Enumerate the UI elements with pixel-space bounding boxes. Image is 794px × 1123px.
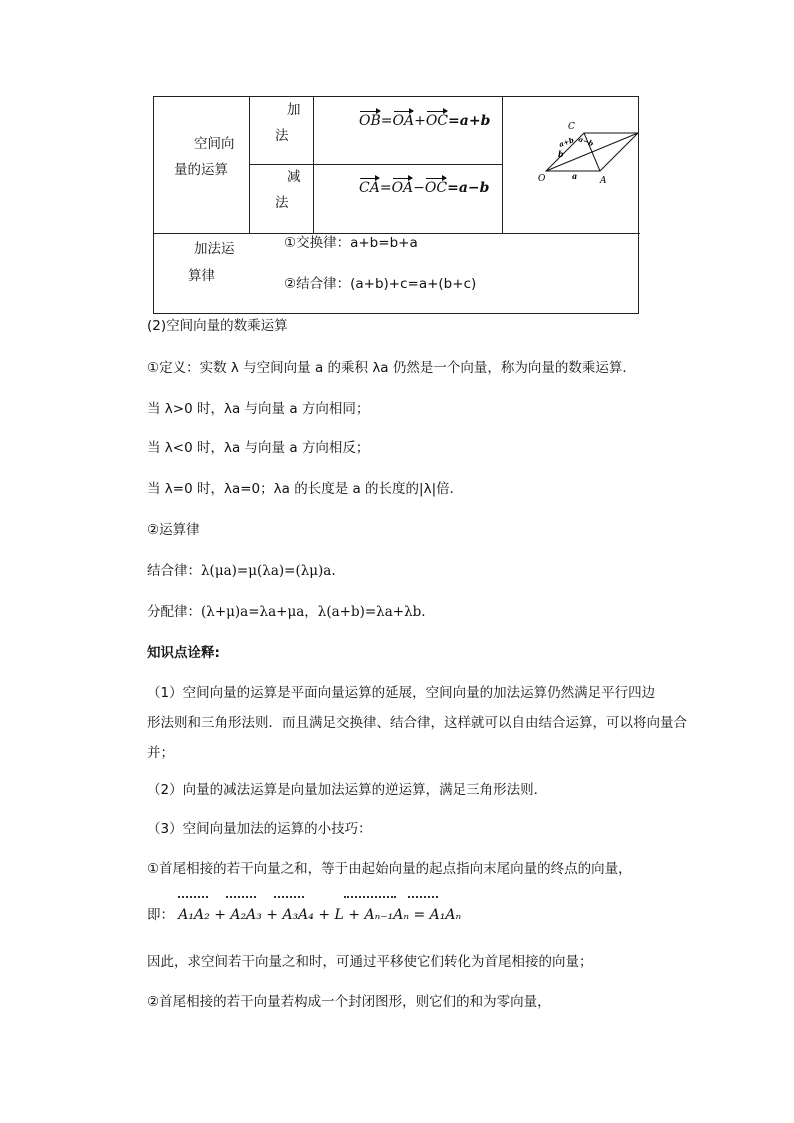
tip-2: ②首尾相接的若干向量若构成一个封闭图形，则它们的和为零向量， <box>147 994 551 1010</box>
distributive-law: 分配律：(λ+μ)a=λa+μa，λ(a+b)=λa+λb. <box>147 604 426 620</box>
sum-formula-row <box>147 903 461 923</box>
case-zero: 当 λ=0 时，λa=0；λa 的长度是 a 的长度的|λ|倍． <box>147 481 464 497</box>
associative-law: ②结合律：(a+b)+c=a+(b+c) <box>284 276 477 292</box>
note-1-line-2: 形法则和三角形法则．而且满足交换律、结合律，这样就可以自由结合运算，可以将向量合 <box>147 715 687 731</box>
row2-label-2: 算律 <box>188 268 215 284</box>
vector-overline <box>274 896 304 902</box>
addition-formula: OB=OA+OC=a+b <box>359 113 491 129</box>
chain-sum-formula: A₁A₂ + A₂A₃ + A₃A₄ + L + Aₙ₋₁Aₙ = A₁Aₙ <box>178 907 462 923</box>
subtraction-formula: CA=OA−OC=a−b <box>359 180 490 196</box>
sub-label-2: 法 <box>275 195 289 211</box>
parallelogram-diagram <box>536 119 642 189</box>
table-divider <box>249 97 250 234</box>
add-label-1: 加 <box>287 102 301 118</box>
vector-overline <box>226 896 256 902</box>
label-A: A <box>600 176 607 186</box>
formula-prefix: 即： <box>147 907 174 923</box>
label-O: O <box>538 174 546 184</box>
note-3: （3）空间向量加法的运算的小技巧： <box>147 821 372 837</box>
laws-title: ②运算律 <box>147 522 200 538</box>
label-a: a <box>572 171 578 181</box>
label-b: b <box>558 149 564 159</box>
label-a-minus-b: a−b <box>577 134 595 149</box>
therefore-line: 因此，求空间若干向量之和时，可通过平移使它们转化为首尾相接的向量； <box>147 954 593 970</box>
table-divider <box>502 97 503 234</box>
note-1-line-1: （1）空间向量的运算是平面向量运算的延展，空间向量的加法运算仍然满足平行四边 <box>147 685 656 701</box>
case-negative: 当 λ<0 时，λa 与向量 a 方向相反； <box>147 440 370 456</box>
row2-label-1: 加法运 <box>194 241 235 257</box>
commutative-law: ①交换律：a+b=b+a <box>284 235 418 251</box>
label-C: C <box>568 122 575 132</box>
vector-overline <box>408 896 438 902</box>
table-divider <box>313 97 314 234</box>
vector-overline <box>344 896 396 902</box>
row1-label-2: 量的运算 <box>174 162 228 178</box>
section-heading: (2)空间向量的数乘运算 <box>147 318 288 334</box>
vector-operations-table <box>153 96 639 314</box>
label-a-plus-b: a+b <box>557 135 576 149</box>
associative-scalar-law: 结合律：λ(μa)=μ(λa)=(λμ)a. <box>147 563 336 579</box>
definition: ①定义：实数 λ 与空间向量 a 的乘积 λa 仍然是一个向量，称为向量的数乘运算． <box>147 360 636 376</box>
sub-label-1: 减 <box>287 169 301 185</box>
tip-1: ①首尾相接的若干向量之和，等于由起始向量的起点指向末尾向量的终点的向量， <box>147 861 632 877</box>
note-2: （2）向量的减法运算是向量加法运算的逆运算，满足三角形法则． <box>147 782 548 798</box>
case-positive: 当 λ>0 时，λa 与向量 a 方向相同； <box>147 401 370 417</box>
vector-overline <box>178 896 208 902</box>
row1-label: 空间向 <box>194 136 235 152</box>
knowledge-title: 知识点诠释: <box>147 645 220 661</box>
note-1-line-3: 并； <box>147 745 174 761</box>
add-label-2: 法 <box>275 128 289 144</box>
